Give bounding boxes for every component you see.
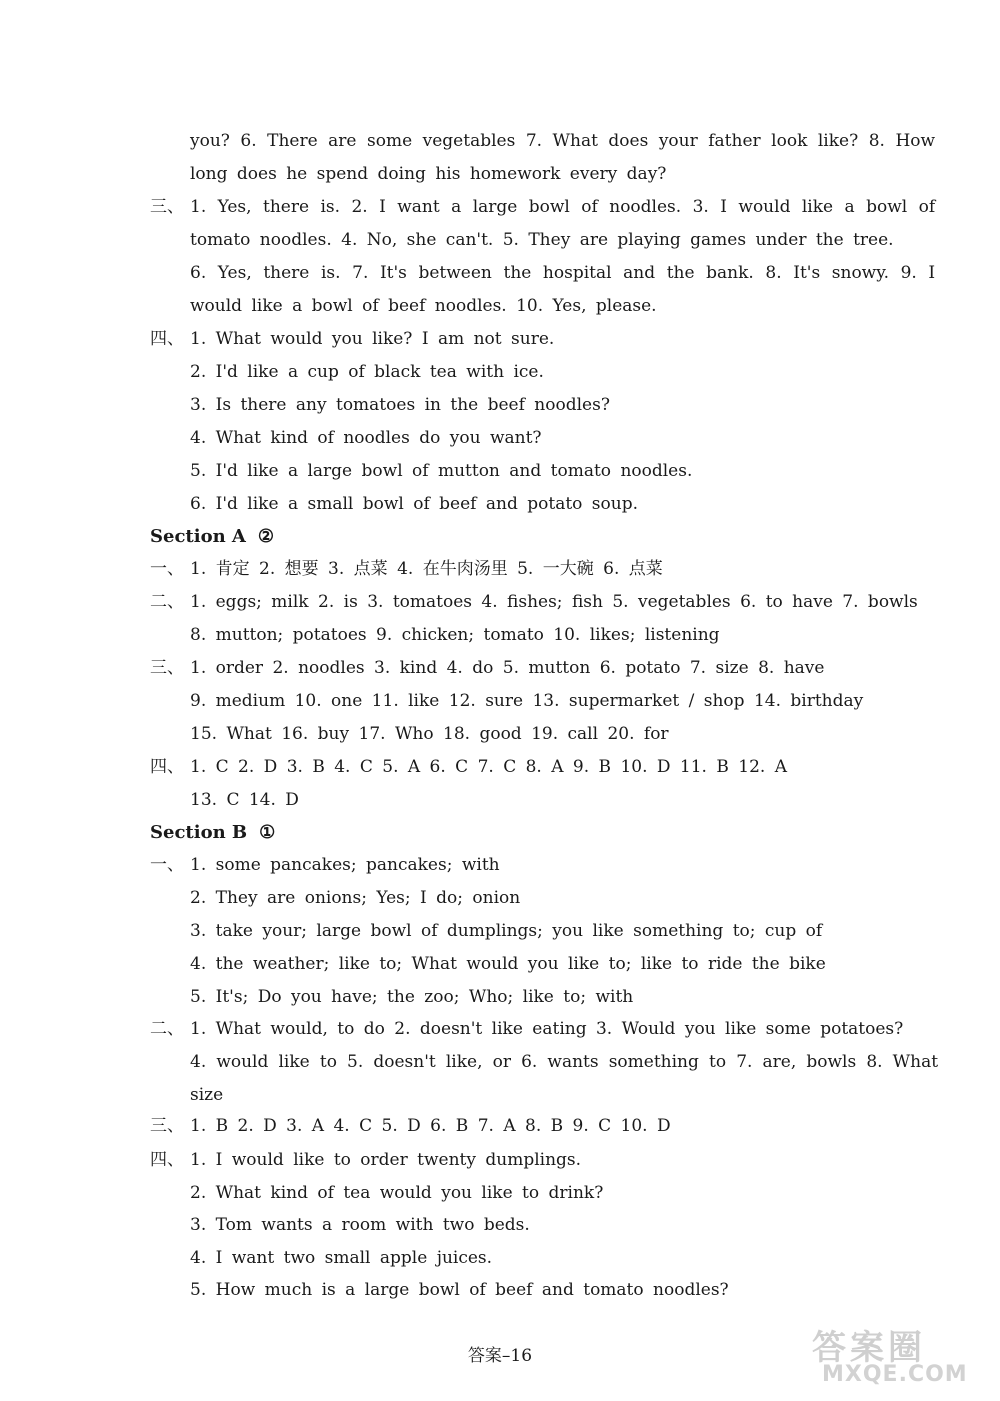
section-a-number: ② [257,526,275,547]
a-yi-line-1: 1. 肯定 2. 想要 3. 点菜 4. 在牛肉汤里 5. 一大碗 6. 点菜 [190,559,663,579]
word: your [658,131,698,151]
word: like [278,1052,310,1072]
section-b-heading [150,822,275,844]
intro-line-2: long does he spend doing his homework every day? [190,164,667,184]
word: father [708,131,761,151]
a-yi-marker: 一、 [150,559,184,579]
word: 7. What [525,131,598,151]
watermark-text-bottom: MXQE.COM [822,1362,968,1387]
b-san-marker: 三、 [150,1116,184,1136]
word: 2. I [351,197,386,217]
word: a [844,197,855,217]
word: bank. [706,263,754,283]
b-si-line-2: 2. What kind of tea would you like to drink? [190,1183,604,1203]
si1-line-4: 4. What kind of noodles do you want? [190,428,542,448]
word: there [263,263,310,283]
b-yi-line-5: 5. It's; Do you have; the zoo; Who; like to; with [190,987,634,1007]
word: 3. I [692,197,727,217]
si-marker-1: 四、 [150,329,184,349]
b-er-line-3: size [190,1085,224,1105]
b-yi-line-3: 3. take your; large bowl of dumplings; you like something to; cup of [190,921,823,941]
word: 4. would [190,1052,269,1072]
word: want [397,197,440,217]
word: bowl [866,197,908,217]
section-a-title: Section A [150,526,246,547]
word: are [328,131,357,151]
b-er-line-2 [190,1052,938,1072]
word: some [366,131,413,151]
b-yi-line-2: 2. They are onions; Yes; I do; onion [190,888,521,908]
b-si-marker: 四、 [150,1150,184,1170]
word: 6. wants [521,1052,599,1072]
word: 6. There [240,131,318,151]
a-san-line-3: 15. What 16. buy 17. Who 18. good 19. call 20. for [190,724,669,744]
word: the [503,263,532,283]
b-yi-line-4: 4. the weather; like to; What would you like to; like to ride the bike [190,954,826,974]
word: would [738,197,791,217]
b-san-line-1: 1. B 2. D 3. A 4. C 5. D 6. B 7. A 8. B 9. C 10. D [190,1116,671,1136]
word: is. [320,263,341,283]
san1-line-4: would like a bowl of beef noodles. 10. Yes, please. [190,296,657,316]
word: to [319,1052,337,1072]
b-er-marker: 二、 [150,1019,184,1039]
b-si-line-1: 1. I would like to order twenty dumplings. [190,1150,582,1170]
word: bowl [528,197,570,217]
word: between [418,263,492,283]
si1-line-2: 2. I'd like a cup of black tea with ice. [190,362,544,382]
word: or [492,1052,511,1072]
a-er-line-2: 8. mutton; potatoes 9. chicken; tomato 10. likes; listening [190,625,720,645]
word: you? [190,131,230,151]
watermark-text-top: 答案圈 [812,1328,926,1368]
word: does [608,131,649,151]
san1-line-1 [190,197,935,217]
b-er-line-1: 1. What would, to do 2. doesn't like eating 3. Would you like some potatoes? [190,1019,904,1039]
watermark-logo [812,1320,997,1390]
word: 6. Yes, [190,263,252,283]
a-san-marker: 三、 [150,658,184,678]
san1-line-2: tomato noodles. 4. No, she can't. 5. They are playing games under the tree. [190,230,894,250]
b-si-line-3: 3. Tom wants a room with two beds. [190,1215,530,1235]
word: like, [445,1052,483,1072]
intro-line-1 [190,131,935,151]
b-yi-line-1: 1. some pancakes; pancakes; with [190,855,500,875]
section-a-heading [150,526,274,548]
word: to [709,1052,727,1072]
word: 8. It's [765,263,821,283]
si1-line-5: 5. I'd like a large bowl of mutton and tomato noodles. [190,461,693,481]
word: 8. What [866,1052,939,1072]
a-si-line-2: 13. C 14. D [190,790,299,810]
san1-line-3 [190,263,935,283]
word: look [771,131,808,151]
word: hospital [542,263,612,283]
a-san-line-2: 9. medium 10. one 11. like 12. sure 13. supermarket / shop 14. birthday [190,691,864,711]
word: 7. are, [736,1052,797,1072]
word: 7. It's [352,263,407,283]
a-er-marker: 二、 [150,592,184,612]
a-er-line-1: 1. eggs; milk 2. is 3. tomatoes 4. fishes; fish 5. vegetables 6. to have 7. bowls [190,592,918,612]
word: there [263,197,310,217]
word: like? [817,131,859,151]
si1-line-1: 1. What would you like? I am not sure. [190,329,555,349]
a-san-line-1: 1. order 2. noodles 3. kind 4. do 5. mutton 6. potato 7. size 8. have [190,658,825,678]
word: of [581,197,598,217]
word: like [801,197,834,217]
word: and [623,263,656,283]
word: large [472,197,518,217]
b-si-line-5: 5. How much is a large bowl of beef and tomato noodles? [190,1280,729,1300]
a-si-marker: 四、 [150,757,184,777]
word: noodles. [609,197,682,217]
word: the [666,263,695,283]
word: 5. doesn't [347,1052,436,1072]
page-number: 答案–16 [467,1346,533,1366]
word: 9. I [900,263,936,283]
word: a [451,197,462,217]
san-marker-1: 三、 [150,197,184,217]
b-yi-marker: 一、 [150,855,184,875]
b-si-line-4: 4. I want two small apple juices. [190,1248,493,1268]
section-b-title: Section B [150,822,248,843]
word: snowy. [831,263,889,283]
word: something [608,1052,699,1072]
word: vegetables [422,131,516,151]
word: bowls [806,1052,857,1072]
word: is. [320,197,341,217]
word: of [918,197,936,217]
a-si-line-1: 1. C 2. D 3. B 4. C 5. A 6. C 7. C 8. A 9. B 10. D 11. B 12. A [190,757,787,777]
si1-line-3: 3. Is there any tomatoes in the beef noodles? [190,395,610,415]
word: 1. Yes, [190,197,252,217]
si1-line-6: 6. I'd like a small bowl of beef and potato soup. [190,494,638,514]
section-b-number: ① [259,822,276,843]
word: 8. How [868,131,936,151]
